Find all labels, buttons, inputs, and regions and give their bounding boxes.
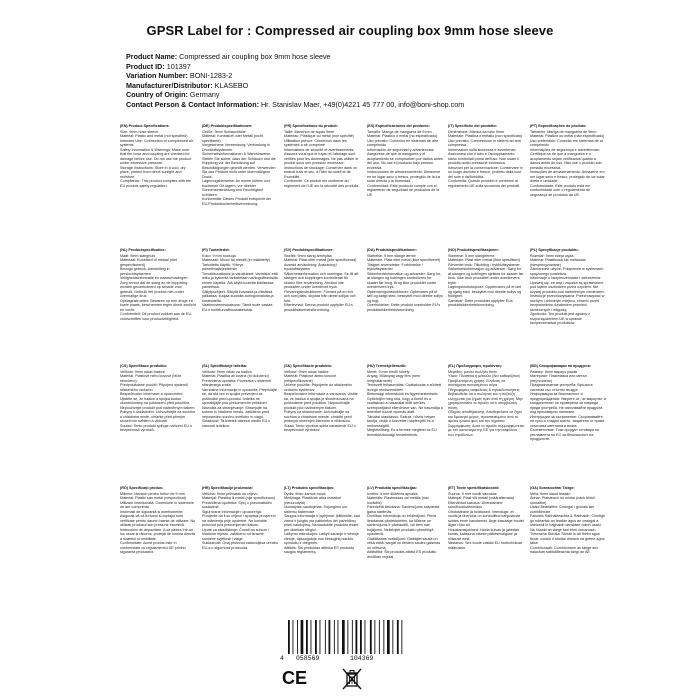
spec-body: Größe: 9mm Schlauchtülle Material: Kunststoff oder Metall (nicht spezifiziert) Vorgesehene Verwendung: Verbindung in Druckluftsystemen Sicherheitsinformationen & Warnhinweise: Stellen Sie sicher, dass der Schlauch und die Kupplung vor der Benutzung auf Beschädigungen geprüft werden. Verwenden Sie das Produkt nicht unter übermäßigem Druck. Lagerungshinweise: An einem kühlen und trockenen Ort lagern, vor direkter Sonneneinstrahlung und Feuchtigkeit schützen. Konformität: Dieses Produkt entspricht der EU-Produktsicherheitsverordnung. <box>202 129 276 206</box>
spec-body: Maat: 9mm slanghuls Materiaal: Kunststof of metaal (niet gespecificeerd) Beoogd gebruik: Aansluiting in persluchtsystemen Veiligheidsinformatie en waarschuwingen: Zorg ervoor dat de slang en de koppeling worden gecontroleerd op schade voor gebruik. Gebruik het product niet onder overmatige druk. Opslaginstructies: Bewaren op een droge en koele plaats, beschermen tegen direct zonlicht en vocht. Conformiteit: Dit product voldoet aan de EU-voorschriften voor productveiligheid. <box>120 253 196 321</box>
spec-body: Size: 9mm hose sleeve Material: Plastic and metal (not specified) Intended Use: Connection of compressed air systems Safety Information & Warnings: Make sure that the hose and coupling are checked for damage before use. Do not use the product under excessive pressure. Storage Instructions: Store in a cool, dry place, protect from direct sunlight and moisture. Compliance: This product complies with the EU product safety regulation. <box>120 129 193 188</box>
spec-heading: (NL) Productspecificaties: <box>120 248 166 252</box>
spec-heading: (CS) Specifikace produktu: <box>120 364 168 368</box>
spec-body: Méid: 9mm slaod feadán Ábhar: Plaisteach nó miotal (nach bhfuil sonraithe) Úsáid Beartaithe: Ceangal i gcórais aer comhbhrúite Faisnéis Sábháilteachta & Rabhaidh: Cinntigh go ndéantar an feadán agus an ceangal a sheiceáil le haghaidh damáiste roimh úsáid. Ná húsáid an táirge faoi bhrú iomarcach. Treoracha Stórála: Stóráil in áit thirim agus fhuar, cosain ó sholas díreach na gréine agus taise. Comhlíonadh: Comhlíonann an táirge seo rialachán sábháilteachta táirgí an AE. <box>530 491 606 554</box>
spec-body: Suurus: 9 mm voolik varrukas Materjal: Plast või metall (määratlemata) Ettenähtud kasutus: Ühendamine suruõhusüsteemides Ohutusteave ja hoiatused: Veenduge, et voolik ja ühendus on kontrollitud kahjustuste suhtes enne kasutamist. Ärge kasutage toodet liigse rõhu all. Hoiustamisjuhised: Hoida kuivas ja jahedas kohas, kaitstuna otsese päikesevalguse ja niiskuse eest. Vastavus: See toode vastab ELi tooteohutuse määrusele. <box>448 491 524 550</box>
spec-cell <box>202 364 278 428</box>
recycle-bin-crossed-icon <box>340 666 364 690</box>
spec-body: Størrelse: 9 mm slangeerme Materiale: Plast eller metall (ikke spesifisert) Forventet bruk: Tilkobling i trykkluftsystemer Sikkerhetsinformasjon og advarsler: Sørg for at slangen og koblingen sjekkes for skader før bruk. Ikke bruk produktet under overdrevent trykk. Lagringsinstruksjoner: Oppbevares på et tørt og kjølig sted, beskyttet mot direkte sollys og fuktighet. Samsvar: Dette produktet oppfyller EUs produktsikkerhetsforordning. <box>448 253 524 307</box>
barcode-bar <box>311 620 312 654</box>
barcode-lead-digit: 4 <box>280 655 284 662</box>
spec-heading: (EL) Προδιαγραφές προϊόντος: <box>448 364 503 368</box>
spec-cell <box>530 248 606 326</box>
product-info-block <box>126 52 686 110</box>
info-key: Variation Number: <box>126 71 188 81</box>
spec-heading: (LV) Produkta specifikācijas: <box>367 486 418 490</box>
spec-body: Velikost: 9mm rukáv hadice Materiál: Plastové nebo kovové (blíže neurčeno) Předpokládané použití: Připojení systémů stlačeného vzduchu Bezpečnostní informace a upozornění: Ujistěte se, že hadice a spojka budou zkontrolovány na poškození před použitím. Nepoužívejte produkt pod nadměrným tlakem. Pokyny k uskladnění: Uchovávejte na suchém a chladném místě, chraňte před přímým slunečním světlem a vlhkostí. Soulad: Tento produkt splňuje nařízení EU o bezpečnosti výrobků. <box>120 369 196 432</box>
spec-body: Μέγεθος: μανίκι σωλήνα 9mm Υλικό: Πλαστικό ή μέταλλο (δεν καθορίζεται) Προβλεπόμενη χρήση: Σύνδεση σε συστήματα πεπιεσμένου αέρα Πληροφορίες ασφαλείας & προειδοποιήσεις: Βεβαιωθείτε ότι ο σωλήνας και η σύζευξη ελέγχονται για ζημιές πριν από τη χρήση. Μην χρησιμοποιείτε το προϊόν υπό υπερβολική πίεση. Οδηγίες αποθήκευσης: Αποθηκεύστε σε ξηρό και δροσερό μέρος, προστατευμένο από το άμεσο ηλιακό φως και την υγρασία. Συμμόρφωση: Αυτό το προϊόν συμμορφώνεται με τον κανονισμό της ΕΕ για την ασφάλεια των προϊόντων. <box>448 369 524 437</box>
spec-cell <box>367 486 443 559</box>
barcode-bar <box>288 620 290 654</box>
spec-cell <box>202 486 278 550</box>
spec-heading: (FR) Spécifications du produit: <box>284 124 338 128</box>
spec-cell <box>530 486 606 555</box>
barcode-left-digits: 058569 <box>296 655 320 662</box>
info-key: Contact Person & Contact Information: <box>126 99 259 109</box>
spec-cell <box>530 124 606 197</box>
spec-heading: (SV) Produktspecifikationer: <box>284 248 334 252</box>
spec-cell <box>367 364 443 437</box>
barcode-bar <box>379 620 380 654</box>
barcode-bar <box>315 620 317 654</box>
barcode-bar <box>352 620 353 654</box>
info-key: Country of Origin: <box>126 90 188 100</box>
info-row <box>126 71 686 81</box>
spec-body: Velikost: 9mm rokav za hadico Material: Plastika ali kovina (ni določeno) Predvidena uporaba: Povezava v sistemih stisnjenega zraka Varnostne informacije in opozorila: Prepričajte se, da sta cev in spojka preverjeni za poškodbe pred uporabo. Izdelka ne uporabljajte pod prekomernim pritiskom. Navodila za shranjevanje: Shranjujte na suhem in hladnem mestu, zaščiteno pred neposredno sončno svetlobo in vlago. Skladnost: Ta izdelek ustreza uredbi EU o varnosti izdelkov. <box>202 369 277 428</box>
spec-cell <box>448 486 524 550</box>
spec-cell <box>367 248 443 312</box>
info-key: Product ID: <box>126 61 165 71</box>
spec-heading: (PT) Especificações do produto: <box>530 124 587 128</box>
spec-heading: (EN) Product Specifications: <box>120 124 170 128</box>
barcode-bar <box>392 620 393 654</box>
spec-row <box>120 486 606 622</box>
barcode-bar <box>342 620 345 654</box>
info-row <box>126 100 686 110</box>
spec-cell <box>284 486 360 555</box>
spec-body: Koko: 9 mm hoosuja Materiaali: Muovi tai metalli (ei määritelty) Tarkoitettu käyttö: Yhteys paineilmajärjestelmiin Turvallisuustiedot ja varoitukset: Varmista, että letku ja kytkentä tarkistetaan vahingoittumisilta ennen käyttöä. Älä käytä tuotetta liiallisessa paineessa. Säilytysohjeet: Säilytä kuivassa ja viileässä paikassa, suojaa suoralta auringonvalolta ja kosteudelta. Vaatimustenmukaisuus: Tämä tuote vastaa EU:n tuoteturvallisuusasetusta. <box>202 253 278 312</box>
spec-heading: (SL) Specifikacije izdelka: <box>202 364 248 368</box>
spec-cell <box>284 248 360 312</box>
spec-body: Méret: 9 mm tömlő hüvely Anyag: Műanyag vagy fém (nem meghatározott) Tervezett felhasználás: Csatlakozás a sűrített levegő rendszerekben Biztonsági információk és figyelmeztetések: Győződjön meg róla, hogy a tömlő és a csatlakozó a használat előtt sérülés szempontjából ellenőrizve van. Ne használja a terméket túlzott nyomás alatt. Tárolási utasítások: Száraz, hűvös helyen tárolja, védje a közvetlen napfénytől és a nedvességtől. Megfelelőség: Ez a termék megfelel az EU termékbiztonsági rendeletének. <box>367 369 443 437</box>
barcode-bars-icon <box>286 620 404 654</box>
spec-body: Veličina: 9mm prihvatak za crijevo Materijal: Plastika ili metal (nije specificirano) Predviđena upotreba: Spoj u pneumatskim sustavima Sigurnosne informacije i upozorenja: Provjerite da li su crijevo i spojnica provjereni na oštećenja prije upotrebe. Ne koristite proizvod pod prekomjernim tlakom. Upute za skladištenje: Čuvati na suhom i hladnom mjestu, zaštićeno od izravne sunčeve svjetlosti i vlage. Sukladnost: Ovaj proizvod zadovoljava uredbu EU-a o sigurnosti proizvoda. <box>202 491 278 550</box>
spec-body: Storlek: 9mm slang ärmhylsa Material: Plast eller metall (inte specificerad) Avsedd användning: Anslutning i tryckluftssystem Säkerhetsinformation och varningar: Se till att slangen och kopplingen kontrolleras för skador före användning. Använd inte produkten under överdrivet tryck. Förvaringsinstruktioner: Förvara på en torr och sval plats, skydda från direkt solljus och fukt. Efterlevnad: Denna produkt uppfyller EU:s produktsäkerhetsförordning. <box>284 253 359 312</box>
info-value: BONI-1283-2 <box>189 71 233 81</box>
barcode-bar <box>338 620 339 654</box>
spec-heading: (SK) Špecifikácie produktu: <box>284 364 333 368</box>
spec-heading: (LT) Produkto specifikacijos: <box>284 486 335 490</box>
info-row <box>126 62 686 72</box>
spec-heading: (IT) Specifiche del prodotto: <box>448 124 497 128</box>
spec-body: Tamanho: Manga de mangueira de 9mm Material: Plástico ou metal (não especificado) Uso pretendido: Conexão em sistemas de ar comprimido Informações de segurança e advertências: Certifique-se de que a mangueira e o acoplamento sejam verificados quanto a danos antes do uso. Não use o produto sob pressão excessiva. Instruções de armazenamento: Armazene em um lugar seco e fresco, protegido da luz solar direta e umidade. Conformidade: Este produto está em conformidade com o regulamento de segurança de produtos da UE. <box>530 129 605 197</box>
info-row <box>126 52 686 62</box>
spec-body: Taille: Manchon de tuyau 9mm Matériau: Plastique ou métal (non spécifié) Utilisation prévue: Connexion dans les systèmes à air comprimé Informations de sécurité et avertissements: Assurez-vous que le tuyau et l'attelage sont vérifiés pour les dommages. Ne pas utiliser le produit sous une pression excessive. Instructions de stockage: Conserver dans un endroit frais et sec, à l'abri du soleil et de l'humidité. Conformité: Ce produit est conforme au règlement de l'UE sur la sécurité des produits. <box>284 129 360 188</box>
spec-cell <box>120 486 196 555</box>
spec-body: Veľkosť: 9mm rukáv hadice Materiál: Plastové alebo kovové (nešpecifikované) Určené použitie: Pripojenie do stlačeného vzduchu systémov Bezpečnostné informácie a varovania: Uistite sa, že hadica a spojka je skontrolovaná na poškodenie pred použitím. Nepoužívajte produkt pod nadmerným tlakom. Pokyny na skladovanie: Uchovávajte na suchom a chladnom mieste, chráňte pred priamym slnečným žiarením a vlhkosťou. Súlad: Tento výrobok spĺňa nariadenie EÚ o bezpečnosti výrobkov. <box>284 369 358 432</box>
spec-body: Dimensione: Manica da tubo 9mm Materiale: Plastica o metallo (non specificato) Uso previsto: Connessione in sistemi ad aria compressa Informazioni sulla sicurezza e avvertenze: Assicurarsi che il tubo e l'accoppiamento siano controllati prima dell'uso. Non usare il prodotto sotto pressione eccessiva. Istruzioni per la conservazione: Conservare in un luogo asciutto e fresco, protetto dalla luce del sole e dall'umidità. Conformità: Questo prodotto è conforme al regolamento UE sulla sicurezza dei prodotti. <box>448 129 523 188</box>
spec-heading: (RO) Specificații produs: <box>120 486 164 490</box>
barcode-bar <box>401 620 402 654</box>
label-title: GPSR Label for : Compressed air coupling box 9mm hose sleeve <box>146 23 554 38</box>
spec-cell <box>120 364 196 433</box>
info-value: Compressed air coupling box 9mm hose sleeve <box>179 52 331 61</box>
spec-heading: (FI) Tuotetiedot: <box>202 248 230 252</box>
barcode-bar <box>325 620 326 654</box>
info-row <box>126 90 686 100</box>
info-value: KLASEBO <box>214 80 249 90</box>
spec-body: Izmērs: 9 mm šļūtenes apvalks Materiāls: Plastmasas vai metāls (nav norādīts) Paredzētā lietošana: Savienojums saspiesta gaisa sistēmās Drošības informācija un brīdinājumi: Pirms lietošanas pārliecinieties, ka šļūtene un savienojums ir pārbaudīti, vai tiem nav bojājumu. Nelietojiet produktu pārmērīgā spiedienā. Glabāšanas norādījumi: Glabājiet sausā un vēsā vietā, sargāt no tiešiem saules gaismas un mitruma. Atbilstība: Šis produkts atbilst ES produktu drošības regulai. <box>367 491 441 559</box>
spec-row <box>120 124 605 248</box>
spec-heading: (DE) Produktspezifikationen: <box>202 124 253 128</box>
barcode-bar <box>329 620 331 654</box>
spec-heading: (BG) Спецификации на продукта: <box>530 364 592 368</box>
spec-cell <box>202 248 278 312</box>
spec-body: Rozmiar: 9mm tuleja węża Materiał: Plastikowa lub metalowa (niesprecyzowane) Zamierzone użycie: Połączenie w systemach sprężonego powietrza Informacje o bezpieczeństwie i ostrzeżenia: Upewnij się, że wąż i złączka są sprawdzone pod kątem uszkodzeń przed użyciem. Nie używaj produktu pod nadmiernym ciśnieniem. Instrukcje przechowywania: Przechowywać w suchym i chłodnym miejscu, chronić przed bezpośrednim działaniem promieni słonecznych i wilgocią. Zgodność: Ten produkt jest zgodny z rozporządzeniem UE w sprawie bezpieczeństwa produktów. <box>530 253 605 325</box>
barcode-right-digits: 104369 <box>350 655 374 662</box>
barcode-bar <box>306 620 308 654</box>
barcode-bar <box>301 620 304 654</box>
spec-body: Størrelse: 9 mm slange ærme Materiale: Plast eller metal (ikke specificeret) Tilsigtet anvendelse: Forbindelse i trykluftsystemer Sikkerhedsinformation og advarsler: Sørg for, at slangen og koblingen kontrolleres for skader før brug. Brug ikke produktet under overdrevent tryk. Opbevaringsinstruktioner: Opbevares på et tørt og køligt sted, beskyttet mod direkte sollys og fugt. Overholdelse: Dette produkt overholder EU's produktsikkerhedsforordning. <box>367 253 443 312</box>
spec-heading: (ET) Toote spetsifikatsioonid: <box>448 486 500 490</box>
ean-barcode <box>280 620 430 664</box>
info-value: Germany <box>189 90 220 100</box>
spec-cell <box>284 364 360 433</box>
info-row <box>126 81 686 91</box>
spec-row <box>120 364 606 486</box>
info-value: Hr. Stanislav Maer, +49(0)4221 45 777 00, info@boni-shop.com <box>260 99 465 109</box>
info-value: 101397 <box>166 61 191 71</box>
barcode-bar <box>293 620 294 654</box>
spec-heading: (GA) Sonraíochtaí Táirge: <box>530 486 575 490</box>
spec-cell <box>284 124 360 188</box>
spec-row <box>120 248 605 364</box>
spec-cell <box>202 124 278 206</box>
barcode-bar <box>297 620 298 654</box>
spec-cell <box>448 364 524 437</box>
barcode-bar <box>370 620 372 654</box>
spec-heading: (HR) Specifikacije proizvoda: <box>202 486 253 490</box>
barcode-bar <box>320 620 321 654</box>
spec-body: Mărime: Manșon pentru furtun de 9 mm Material: Plastic sau metal (nespecificat) Utilizare intenționată: Conexiune în sistemele de aer comprimat Informații de siguranță și avertismente: Asigurați-vă că furtunul și cuplajul sunt verificate pentru daune înainte de utilizare. Nu utilizați produsul sub presiune excesivă. Instrucțiuni de depozitare: A se păstra într-un loc uscat și răcoros, protejat de lumina directă a soarelui și umiditate. Conformitate: Acest produs este în conformitate cu regulamentul UE privind siguranța produselor. <box>120 491 196 554</box>
spec-body: Dydis: 9mm žarnos mova Medžiaga: Plastikinė arba metalinė (nenurodyta) Numatytas naudojimas: Sujungimo oro sistemų sistemose Saugos informacija ir įspėjimai: Įsitikinkite, kad žarna ir jungtis yra patikrintos dėl pažeidimų prieš naudojimą. Nenaudokite produkto esant per dideliam slėgiui. Laikymo instrukcijos: Laikyti sausoje ir vėsioje vietoje, apsaugotoje nuo tiesioginių saulės spindulių ir drėgmės. Atitiktis: Šis produktas atitinka ES produktų saugos reglamentą. <box>284 491 360 554</box>
ce-mark-icon: CE <box>282 668 308 688</box>
spec-heading: (NO) Produktspesifikasjoner: <box>448 248 500 252</box>
barcode-bar <box>334 620 335 654</box>
barcode-bar <box>356 620 358 654</box>
spec-body: Tamaño: Manga de manguera de 9 mm Material: Plástico o metal (no especificado) Uso previsto: Conexión en sistemas de aire comprimido Información de seguridad y advertencias: Asegúrese de que la manguera y el acoplamiento se comprueben por daños antes del uso. No use el producto bajo presión excesiva. Instrucciones de almacenamiento: Almacene en un lugar seco y fresco, protegido de la luz solar directa y la humedad. Conformidad: Este producto cumple con el reglamento de seguridad de productos de la UE. <box>367 129 443 197</box>
barcode-bar <box>360 620 362 654</box>
spec-body: Размер: 9mm маркуч ръкав Материал: Пластмаса или метал (неуточнено) Предназначение употреба: Връзка в системи със сгъстен въздух Информация за безопасност и предупреждения: Уверете се, че маркучът и съединителят са проверени за повреди преди употреба. Не използвайте продукта под прекомерно налягане. Инструкции за съхранение: Съхранявайте на сухо и хладно място, защитено от пряка слънчева светлина и влага. Съответствие: Този продукт отговаря на регламента на ЕС за безопасност на продуктите. <box>530 369 606 441</box>
spec-cell <box>530 364 606 442</box>
specifications-grid <box>120 124 606 622</box>
spec-heading: (DA) Produktspecifikationer: <box>367 248 417 252</box>
spec-heading: (PL) Specyfikacje produktu: <box>530 248 579 252</box>
spec-heading: (ES) Especificaciones del producto: <box>367 124 430 128</box>
barcode-bar <box>347 620 348 654</box>
spec-cell <box>448 248 524 308</box>
spec-cell <box>448 124 524 188</box>
spec-heading: (HU) Termékjellemzők: <box>367 364 407 368</box>
barcode-bar <box>383 620 384 654</box>
spec-cell <box>120 124 196 188</box>
barcode-bar <box>365 620 366 654</box>
barcode-bar <box>397 620 399 654</box>
spec-cell <box>367 124 443 197</box>
spec-cell <box>120 248 196 321</box>
barcode-bar <box>387 620 390 654</box>
info-key: Manufacturer/Distributor: <box>126 80 213 90</box>
barcode-bar <box>374 620 375 654</box>
info-key: Product Name: <box>126 52 178 61</box>
